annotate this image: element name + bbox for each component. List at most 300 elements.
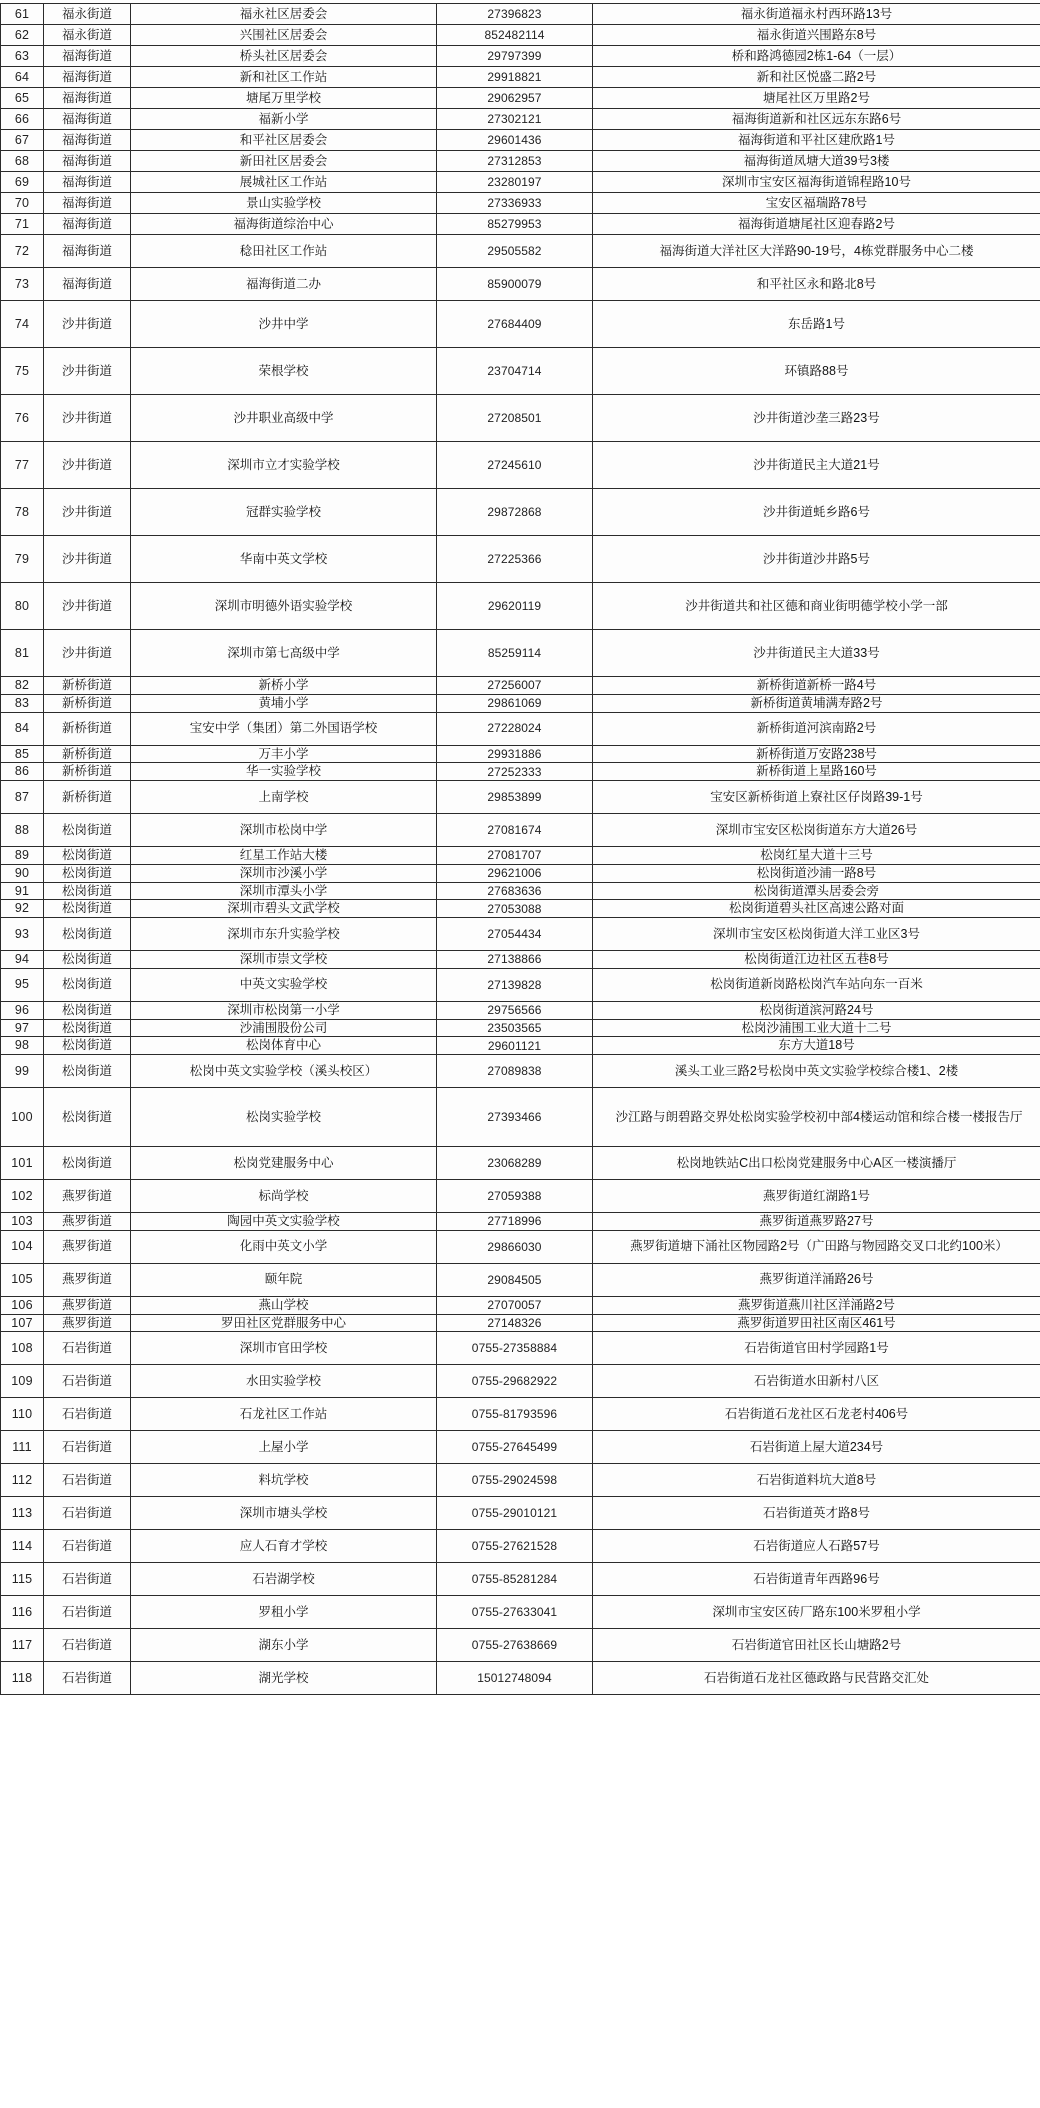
cell-phone[interactable]: 27225366: [437, 536, 593, 583]
cell-address[interactable]: [593, 900, 1040, 918]
cell-site-name[interactable]: 新桥小学: [131, 677, 437, 695]
cell-address[interactable]: [593, 847, 1040, 865]
cell-site-name[interactable]: 福永社区居委会: [131, 4, 437, 25]
cell-sequence-number[interactable]: 99: [1, 1055, 44, 1088]
cell-site-name[interactable]: 深圳市崇文学校: [131, 951, 437, 969]
cell-phone[interactable]: 27718996: [437, 1213, 593, 1231]
cell-address[interactable]: [593, 395, 1040, 442]
cell-street[interactable]: 燕罗街道: [44, 1230, 131, 1263]
cell-phone[interactable]: 23503565: [437, 1019, 593, 1037]
table-row[interactable]: [1, 301, 1040, 348]
cell-sequence-number[interactable]: 77: [1, 442, 44, 489]
cell-street[interactable]: 松岗街道: [44, 847, 131, 865]
cell-sequence-number[interactable]: 66: [1, 109, 44, 130]
cell-address[interactable]: [593, 1213, 1040, 1231]
cell-street[interactable]: 燕罗街道: [44, 1314, 131, 1332]
cell-address[interactable]: [593, 630, 1040, 677]
table-row[interactable]: [1, 745, 1040, 763]
cell-site-name[interactable]: 上屋小学: [131, 1431, 437, 1464]
cell-address[interactable]: [593, 1431, 1040, 1464]
cell-sequence-number[interactable]: 82: [1, 677, 44, 695]
cell-phone[interactable]: 29601436: [437, 130, 593, 151]
cell-sequence-number[interactable]: 85: [1, 745, 44, 763]
cell-phone[interactable]: 29872868: [437, 489, 593, 536]
cell-sequence-number[interactable]: 110: [1, 1398, 44, 1431]
cell-site-name[interactable]: 兴围社区居委会: [131, 25, 437, 46]
cell-sequence-number[interactable]: 84: [1, 712, 44, 745]
cell-street[interactable]: 福海街道: [44, 214, 131, 235]
cell-sequence-number[interactable]: 88: [1, 814, 44, 847]
table-row[interactable]: [1, 151, 1040, 172]
cell-street[interactable]: 沙井街道: [44, 348, 131, 395]
table-row[interactable]: [1, 1001, 1040, 1019]
cell-site-name[interactable]: 沙浦围股份公司: [131, 1019, 437, 1037]
cell-sequence-number[interactable]: 115: [1, 1563, 44, 1596]
cell-phone[interactable]: 23280197: [437, 172, 593, 193]
cell-address[interactable]: [593, 1563, 1040, 1596]
cell-street[interactable]: 福海街道: [44, 130, 131, 151]
cell-site-name[interactable]: 深圳市碧头文武学校: [131, 900, 437, 918]
cell-address[interactable]: [593, 814, 1040, 847]
cell-phone[interactable]: 85900079: [437, 268, 593, 301]
table-row[interactable]: [1, 583, 1040, 630]
cell-street[interactable]: 新桥街道: [44, 763, 131, 781]
cell-sequence-number[interactable]: 96: [1, 1001, 44, 1019]
cell-address[interactable]: [593, 1398, 1040, 1431]
cell-site-name[interactable]: 红星工作站大楼: [131, 847, 437, 865]
cell-sequence-number[interactable]: 106: [1, 1296, 44, 1314]
cell-site-name[interactable]: 罗田社区党群服务中心: [131, 1314, 437, 1332]
table-row[interactable]: [1, 1088, 1040, 1147]
cell-sequence-number[interactable]: 94: [1, 951, 44, 969]
table-row[interactable]: [1, 882, 1040, 900]
cell-site-name[interactable]: 景山实验学校: [131, 193, 437, 214]
cell-phone[interactable]: 29866030: [437, 1230, 593, 1263]
cell-sequence-number[interactable]: 61: [1, 4, 44, 25]
cell-site-name[interactable]: 石岩湖学校: [131, 1563, 437, 1596]
cell-street[interactable]: 松岗街道: [44, 951, 131, 969]
table-row[interactable]: [1, 1332, 1040, 1365]
cell-street[interactable]: 新桥街道: [44, 712, 131, 745]
cell-address[interactable]: [593, 172, 1040, 193]
cell-sequence-number[interactable]: 75: [1, 348, 44, 395]
cell-street[interactable]: 福海街道: [44, 193, 131, 214]
cell-site-name[interactable]: 沙井中学: [131, 301, 437, 348]
cell-street[interactable]: 新桥街道: [44, 781, 131, 814]
cell-site-name[interactable]: 燕山学校: [131, 1296, 437, 1314]
table-row[interactable]: [1, 130, 1040, 151]
cell-phone[interactable]: 15012748094: [437, 1662, 593, 1695]
cell-street[interactable]: 福海街道: [44, 67, 131, 88]
table-row[interactable]: [1, 1314, 1040, 1332]
cell-phone[interactable]: 0755-27633041: [437, 1596, 593, 1629]
cell-address[interactable]: [593, 951, 1040, 969]
cell-site-name[interactable]: 福海街道综治中心: [131, 214, 437, 235]
cell-address[interactable]: [593, 712, 1040, 745]
cell-street[interactable]: 石岩街道: [44, 1398, 131, 1431]
cell-address[interactable]: [593, 46, 1040, 67]
cell-phone[interactable]: 0755-29024598: [437, 1464, 593, 1497]
cell-site-name[interactable]: 桥头社区居委会: [131, 46, 437, 67]
table-row[interactable]: [1, 1398, 1040, 1431]
cell-address[interactable]: [593, 268, 1040, 301]
cell-phone[interactable]: 27228024: [437, 712, 593, 745]
table-row[interactable]: [1, 46, 1040, 67]
table-row[interactable]: [1, 25, 1040, 46]
cell-sequence-number[interactable]: 72: [1, 235, 44, 268]
table-row[interactable]: [1, 1563, 1040, 1596]
cell-sequence-number[interactable]: 87: [1, 781, 44, 814]
cell-street[interactable]: 沙井街道: [44, 630, 131, 677]
cell-address[interactable]: [593, 1001, 1040, 1019]
cell-phone[interactable]: 27148326: [437, 1314, 593, 1332]
cell-site-name[interactable]: 罗租小学: [131, 1596, 437, 1629]
cell-site-name[interactable]: 黄埔小学: [131, 694, 437, 712]
cell-sequence-number[interactable]: 62: [1, 25, 44, 46]
cell-street[interactable]: 石岩街道: [44, 1530, 131, 1563]
cell-sequence-number[interactable]: 93: [1, 918, 44, 951]
cell-site-name[interactable]: 深圳市塘头学校: [131, 1497, 437, 1530]
cell-sequence-number[interactable]: 103: [1, 1213, 44, 1231]
cell-sequence-number[interactable]: 67: [1, 130, 44, 151]
cell-site-name[interactable]: 松岗实验学校: [131, 1088, 437, 1147]
cell-address[interactable]: [593, 1037, 1040, 1055]
cell-site-name[interactable]: 颐年院: [131, 1263, 437, 1296]
cell-phone[interactable]: 27684409: [437, 301, 593, 348]
cell-site-name[interactable]: 料坑学校: [131, 1464, 437, 1497]
cell-address[interactable]: [593, 193, 1040, 214]
cell-phone[interactable]: 27054434: [437, 918, 593, 951]
cell-site-name[interactable]: 稔田社区工作站: [131, 235, 437, 268]
cell-phone[interactable]: 23068289: [437, 1147, 593, 1180]
cell-site-name[interactable]: 松岗中英文实验学校（溪头校区）: [131, 1055, 437, 1088]
table-row[interactable]: [1, 847, 1040, 865]
cell-street[interactable]: 新桥街道: [44, 694, 131, 712]
table-row[interactable]: [1, 109, 1040, 130]
table-row[interactable]: [1, 214, 1040, 235]
cell-phone[interactable]: 29861069: [437, 694, 593, 712]
cell-site-name[interactable]: 深圳市潭头小学: [131, 882, 437, 900]
cell-street[interactable]: 燕罗街道: [44, 1296, 131, 1314]
cell-address[interactable]: [593, 1055, 1040, 1088]
cell-sequence-number[interactable]: 86: [1, 763, 44, 781]
cell-phone[interactable]: 29062957: [437, 88, 593, 109]
table-row[interactable]: [1, 1230, 1040, 1263]
table-row[interactable]: [1, 1464, 1040, 1497]
cell-sequence-number[interactable]: 108: [1, 1332, 44, 1365]
cell-street[interactable]: 沙井街道: [44, 395, 131, 442]
cell-site-name[interactable]: 陶园中英文实验学校: [131, 1213, 437, 1231]
cell-site-name[interactable]: 塘尾万里学校: [131, 88, 437, 109]
cell-sequence-number[interactable]: 73: [1, 268, 44, 301]
cell-street[interactable]: 石岩街道: [44, 1596, 131, 1629]
cell-phone[interactable]: 27256007: [437, 677, 593, 695]
cell-sequence-number[interactable]: 109: [1, 1365, 44, 1398]
cell-address[interactable]: [593, 745, 1040, 763]
cell-site-name[interactable]: 松岗党建服务中心: [131, 1147, 437, 1180]
cell-address[interactable]: [593, 583, 1040, 630]
table-row[interactable]: [1, 1180, 1040, 1213]
cell-address[interactable]: [593, 1263, 1040, 1296]
cell-site-name[interactable]: 深圳市明德外语实验学校: [131, 583, 437, 630]
cell-address[interactable]: [593, 1629, 1040, 1662]
cell-sequence-number[interactable]: 111: [1, 1431, 44, 1464]
cell-address[interactable]: [593, 348, 1040, 395]
cell-phone[interactable]: 0755-27621528: [437, 1530, 593, 1563]
table-row[interactable]: [1, 814, 1040, 847]
table-row[interactable]: [1, 348, 1040, 395]
cell-street[interactable]: 福海街道: [44, 172, 131, 193]
cell-sequence-number[interactable]: 113: [1, 1497, 44, 1530]
cell-site-name[interactable]: 华南中英文学校: [131, 536, 437, 583]
cell-site-name[interactable]: 福海街道二办: [131, 268, 437, 301]
cell-street[interactable]: 松岗街道: [44, 1019, 131, 1037]
cell-street[interactable]: 松岗街道: [44, 814, 131, 847]
cell-sequence-number[interactable]: 92: [1, 900, 44, 918]
table-row[interactable]: [1, 1365, 1040, 1398]
table-row[interactable]: [1, 1019, 1040, 1037]
cell-address[interactable]: [593, 694, 1040, 712]
cell-sequence-number[interactable]: 68: [1, 151, 44, 172]
cell-street[interactable]: 新桥街道: [44, 677, 131, 695]
cell-street[interactable]: 松岗街道: [44, 1147, 131, 1180]
cell-street[interactable]: 沙井街道: [44, 489, 131, 536]
table-row[interactable]: [1, 235, 1040, 268]
cell-street[interactable]: 松岗街道: [44, 918, 131, 951]
cell-street[interactable]: 福永街道: [44, 4, 131, 25]
cell-sequence-number[interactable]: 101: [1, 1147, 44, 1180]
cell-phone[interactable]: 0755-27638669: [437, 1629, 593, 1662]
cell-sequence-number[interactable]: 116: [1, 1596, 44, 1629]
cell-phone[interactable]: 29853899: [437, 781, 593, 814]
cell-sequence-number[interactable]: 63: [1, 46, 44, 67]
cell-phone[interactable]: 0755-81793596: [437, 1398, 593, 1431]
cell-street[interactable]: 石岩街道: [44, 1332, 131, 1365]
cell-address[interactable]: [593, 677, 1040, 695]
cell-address[interactable]: [593, 781, 1040, 814]
cell-address[interactable]: [593, 235, 1040, 268]
cell-address[interactable]: [593, 25, 1040, 46]
cell-phone[interactable]: 29084505: [437, 1263, 593, 1296]
cell-sequence-number[interactable]: 79: [1, 536, 44, 583]
cell-site-name[interactable]: 中英文实验学校: [131, 968, 437, 1001]
cell-street[interactable]: 燕罗街道: [44, 1213, 131, 1231]
table-row[interactable]: [1, 193, 1040, 214]
cell-street[interactable]: 燕罗街道: [44, 1180, 131, 1213]
cell-phone[interactable]: 27059388: [437, 1180, 593, 1213]
cell-site-name[interactable]: 深圳市松岗第一小学: [131, 1001, 437, 1019]
cell-site-name[interactable]: 松岗体育中心: [131, 1037, 437, 1055]
cell-sequence-number[interactable]: 104: [1, 1230, 44, 1263]
table-row[interactable]: [1, 1530, 1040, 1563]
cell-address[interactable]: [593, 489, 1040, 536]
cell-address[interactable]: [593, 1464, 1040, 1497]
cell-address[interactable]: [593, 214, 1040, 235]
table-row[interactable]: [1, 268, 1040, 301]
cell-phone[interactable]: 85259114: [437, 630, 593, 677]
cell-address[interactable]: [593, 151, 1040, 172]
cell-phone[interactable]: 27252333: [437, 763, 593, 781]
cell-address[interactable]: [593, 1530, 1040, 1563]
cell-address[interactable]: [593, 4, 1040, 25]
cell-sequence-number[interactable]: 76: [1, 395, 44, 442]
cell-address[interactable]: [593, 763, 1040, 781]
cell-site-name[interactable]: 沙井职业高级中学: [131, 395, 437, 442]
cell-phone[interactable]: 0755-27358884: [437, 1332, 593, 1365]
table-row[interactable]: [1, 1662, 1040, 1695]
cell-address[interactable]: [593, 109, 1040, 130]
cell-sequence-number[interactable]: 74: [1, 301, 44, 348]
cell-sequence-number[interactable]: 107: [1, 1314, 44, 1332]
cell-site-name[interactable]: 和平社区居委会: [131, 130, 437, 151]
cell-phone[interactable]: 27089838: [437, 1055, 593, 1088]
cell-street[interactable]: 石岩街道: [44, 1464, 131, 1497]
cell-site-name[interactable]: 化雨中英文小学: [131, 1230, 437, 1263]
table-row[interactable]: [1, 172, 1040, 193]
cell-site-name[interactable]: 石龙社区工作站: [131, 1398, 437, 1431]
table-row[interactable]: [1, 918, 1040, 951]
table-row[interactable]: [1, 489, 1040, 536]
cell-site-name[interactable]: 宝安中学（集团）第二外国语学校: [131, 712, 437, 745]
table-row[interactable]: [1, 1147, 1040, 1180]
cell-street[interactable]: 福海街道: [44, 109, 131, 130]
cell-site-name[interactable]: 福新小学: [131, 109, 437, 130]
cell-phone[interactable]: 0755-29682922: [437, 1365, 593, 1398]
cell-address[interactable]: [593, 442, 1040, 489]
cell-address[interactable]: [593, 1365, 1040, 1398]
table-row[interactable]: [1, 1431, 1040, 1464]
cell-sequence-number[interactable]: 89: [1, 847, 44, 865]
table-row[interactable]: [1, 1596, 1040, 1629]
table-row[interactable]: [1, 951, 1040, 969]
cell-street[interactable]: 松岗街道: [44, 1088, 131, 1147]
cell-street[interactable]: 松岗街道: [44, 968, 131, 1001]
cell-address[interactable]: [593, 536, 1040, 583]
cell-street[interactable]: 石岩街道: [44, 1629, 131, 1662]
cell-street[interactable]: 石岩街道: [44, 1365, 131, 1398]
cell-site-name[interactable]: 深圳市沙溪小学: [131, 864, 437, 882]
cell-address[interactable]: [593, 67, 1040, 88]
table-row[interactable]: [1, 630, 1040, 677]
cell-street[interactable]: 松岗街道: [44, 882, 131, 900]
cell-phone[interactable]: 27208501: [437, 395, 593, 442]
cell-street[interactable]: 沙井街道: [44, 442, 131, 489]
cell-address[interactable]: [593, 1596, 1040, 1629]
table-row[interactable]: [1, 1629, 1040, 1662]
cell-phone[interactable]: 29931886: [437, 745, 593, 763]
cell-street[interactable]: 沙井街道: [44, 583, 131, 630]
cell-site-name[interactable]: 上南学校: [131, 781, 437, 814]
cell-sequence-number[interactable]: 112: [1, 1464, 44, 1497]
cell-phone[interactable]: 27336933: [437, 193, 593, 214]
cell-phone[interactable]: 27393466: [437, 1088, 593, 1147]
cell-phone[interactable]: 27396823: [437, 4, 593, 25]
cell-address[interactable]: [593, 130, 1040, 151]
table-row[interactable]: [1, 694, 1040, 712]
table-row[interactable]: [1, 712, 1040, 745]
cell-address[interactable]: [593, 301, 1040, 348]
cell-sequence-number[interactable]: 98: [1, 1037, 44, 1055]
cell-street[interactable]: 松岗街道: [44, 1055, 131, 1088]
cell-street[interactable]: 福海街道: [44, 46, 131, 67]
cell-address[interactable]: [593, 968, 1040, 1001]
table-row[interactable]: [1, 1263, 1040, 1296]
cell-street[interactable]: 新桥街道: [44, 745, 131, 763]
cell-site-name[interactable]: 深圳市第七高级中学: [131, 630, 437, 677]
cell-phone[interactable]: 0755-27645499: [437, 1431, 593, 1464]
cell-address[interactable]: [593, 88, 1040, 109]
table-row[interactable]: [1, 67, 1040, 88]
cell-phone[interactable]: 27245610: [437, 442, 593, 489]
cell-street[interactable]: 松岗街道: [44, 1001, 131, 1019]
table-row[interactable]: [1, 763, 1040, 781]
cell-phone[interactable]: 0755-29010121: [437, 1497, 593, 1530]
cell-site-name[interactable]: 新和社区工作站: [131, 67, 437, 88]
cell-sequence-number[interactable]: 114: [1, 1530, 44, 1563]
cell-street[interactable]: 燕罗街道: [44, 1263, 131, 1296]
cell-address[interactable]: [593, 918, 1040, 951]
table-row[interactable]: [1, 1037, 1040, 1055]
cell-phone[interactable]: 23704714: [437, 348, 593, 395]
cell-phone[interactable]: 852482114: [437, 25, 593, 46]
cell-phone[interactable]: 27139828: [437, 968, 593, 1001]
cell-site-name[interactable]: 万丰小学: [131, 745, 437, 763]
cell-site-name[interactable]: 应人石育才学校: [131, 1530, 437, 1563]
cell-address[interactable]: [593, 1332, 1040, 1365]
cell-phone[interactable]: 29505582: [437, 235, 593, 268]
cell-phone[interactable]: 27302121: [437, 109, 593, 130]
cell-address[interactable]: [593, 1088, 1040, 1147]
table-row[interactable]: [1, 4, 1040, 25]
cell-site-name[interactable]: 湖东小学: [131, 1629, 437, 1662]
cell-address[interactable]: [593, 1497, 1040, 1530]
cell-sequence-number[interactable]: 65: [1, 88, 44, 109]
table-row[interactable]: [1, 781, 1040, 814]
cell-sequence-number[interactable]: 70: [1, 193, 44, 214]
cell-site-name[interactable]: 展城社区工作站: [131, 172, 437, 193]
cell-address[interactable]: [593, 1230, 1040, 1263]
cell-phone[interactable]: 29620119: [437, 583, 593, 630]
cell-phone[interactable]: 27070057: [437, 1296, 593, 1314]
cell-site-name[interactable]: 荣根学校: [131, 348, 437, 395]
cell-address[interactable]: [593, 1662, 1040, 1695]
cell-sequence-number[interactable]: 80: [1, 583, 44, 630]
cell-street[interactable]: 石岩街道: [44, 1662, 131, 1695]
cell-sequence-number[interactable]: 117: [1, 1629, 44, 1662]
cell-site-name[interactable]: 华一实验学校: [131, 763, 437, 781]
cell-phone[interactable]: 27081674: [437, 814, 593, 847]
cell-street[interactable]: 石岩街道: [44, 1431, 131, 1464]
table-row[interactable]: [1, 1497, 1040, 1530]
cell-street[interactable]: 沙井街道: [44, 301, 131, 348]
cell-sequence-number[interactable]: 97: [1, 1019, 44, 1037]
cell-site-name[interactable]: 湖光学校: [131, 1662, 437, 1695]
cell-street[interactable]: 福永街道: [44, 25, 131, 46]
cell-sequence-number[interactable]: 81: [1, 630, 44, 677]
table-row[interactable]: [1, 1055, 1040, 1088]
cell-street[interactable]: 福海街道: [44, 151, 131, 172]
cell-street[interactable]: 福海街道: [44, 88, 131, 109]
cell-phone[interactable]: 27312853: [437, 151, 593, 172]
cell-sequence-number[interactable]: 71: [1, 214, 44, 235]
table-row[interactable]: [1, 677, 1040, 695]
cell-phone[interactable]: 27138866: [437, 951, 593, 969]
cell-phone[interactable]: 27081707: [437, 847, 593, 865]
cell-address[interactable]: [593, 882, 1040, 900]
table-row[interactable]: [1, 395, 1040, 442]
cell-site-name[interactable]: 深圳市东升实验学校: [131, 918, 437, 951]
cell-site-name[interactable]: 新田社区居委会: [131, 151, 437, 172]
